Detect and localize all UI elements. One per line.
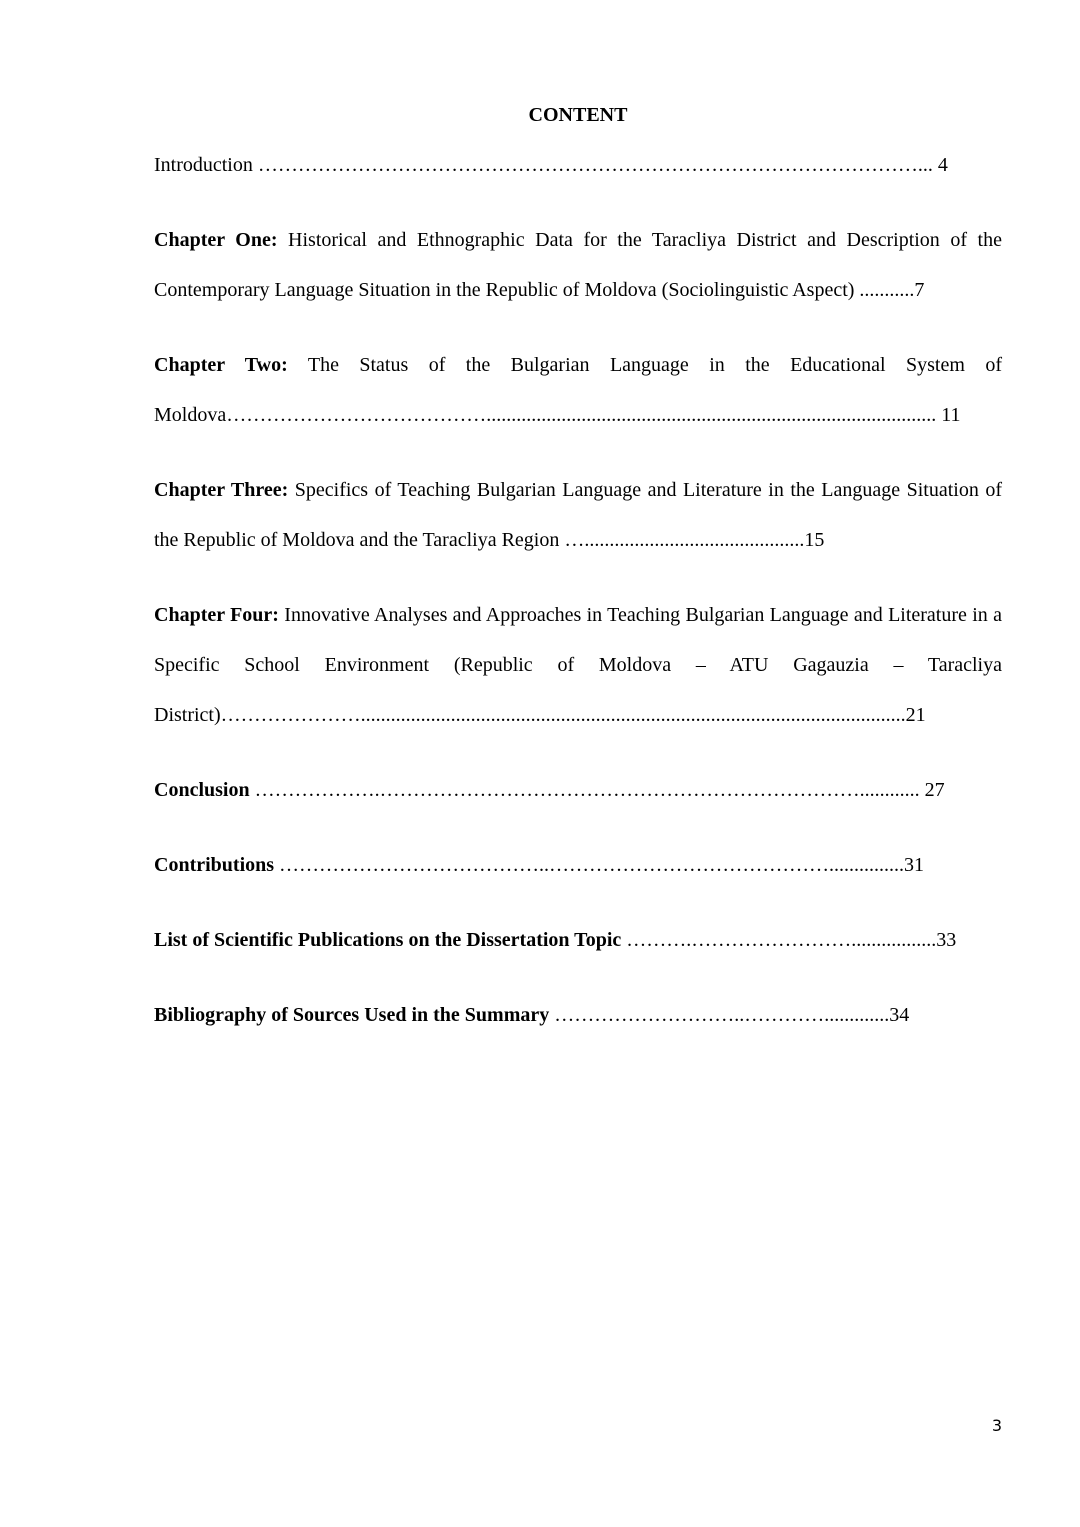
toc-entry-text: Introduction ………………………………………………………………………………………... 4 — [154, 154, 948, 176]
toc-entry-publications — [154, 915, 1002, 965]
page-number: 3 — [991, 1416, 1002, 1435]
table-of-contents — [154, 152, 1002, 1065]
dot-leader-page: …………………………………..……………………………………...............31 — [274, 854, 925, 876]
toc-entry-chapter-three — [154, 465, 1002, 565]
section-label: Contributions — [154, 854, 275, 876]
toc-entry-conclusion — [154, 765, 1002, 815]
dot-leader-page: ……….…………………….................33 — [621, 929, 957, 951]
page-title: CONTENT — [528, 104, 628, 126]
chapter-title: Specifics of Teaching Bulgarian Language and Literature in the Language Situation of the Republic of Moldova and the Taracliya Region …............................................15 — [154, 479, 1002, 551]
dot-leader-page: ………………………..………….............34 — [549, 1004, 910, 1026]
chapter-title: Innovative Analyses and Approaches in Teaching Bulgarian Language and Literature in a Specific School Environment (Republic of Moldova – ATU Gagauzia – Taracliya District)………………….............................................................................................................21 — [154, 604, 1002, 726]
section-label: List of Scientific Publications on the Dissertation Topic — [154, 929, 622, 951]
toc-entry-chapter-four — [154, 590, 1002, 740]
toc-entry-introduction — [154, 152, 1002, 178]
chapter-title: Historical and Ethnographic Data for the Taracliya District and Description of the Contemporary Language Situation in the Republic of Moldova (Sociolinguistic Aspect) ...........7 — [154, 229, 1002, 301]
toc-entry-contributions — [154, 840, 1002, 890]
chapter-title: The Status of the Bulgarian Language in the Educational System of Moldova………………………………….......................................................................................... 11 — [154, 354, 1002, 426]
toc-entry-chapter-two — [154, 340, 1002, 440]
chapter-label: Chapter One: — [154, 229, 278, 251]
toc-entry-bibliography — [154, 990, 1002, 1040]
section-label: Bibliography of Sources Used in the Summary — [154, 1004, 550, 1026]
chapter-label: Chapter Two: — [154, 354, 288, 376]
chapter-label: Chapter Three: — [154, 479, 289, 501]
chapter-label: Chapter Four: — [154, 604, 279, 626]
toc-entry-chapter-one — [154, 215, 1002, 315]
dot-leader-page: ……………….………………………………………………………………............ 27 — [249, 779, 945, 801]
section-label: Conclusion — [154, 779, 250, 801]
